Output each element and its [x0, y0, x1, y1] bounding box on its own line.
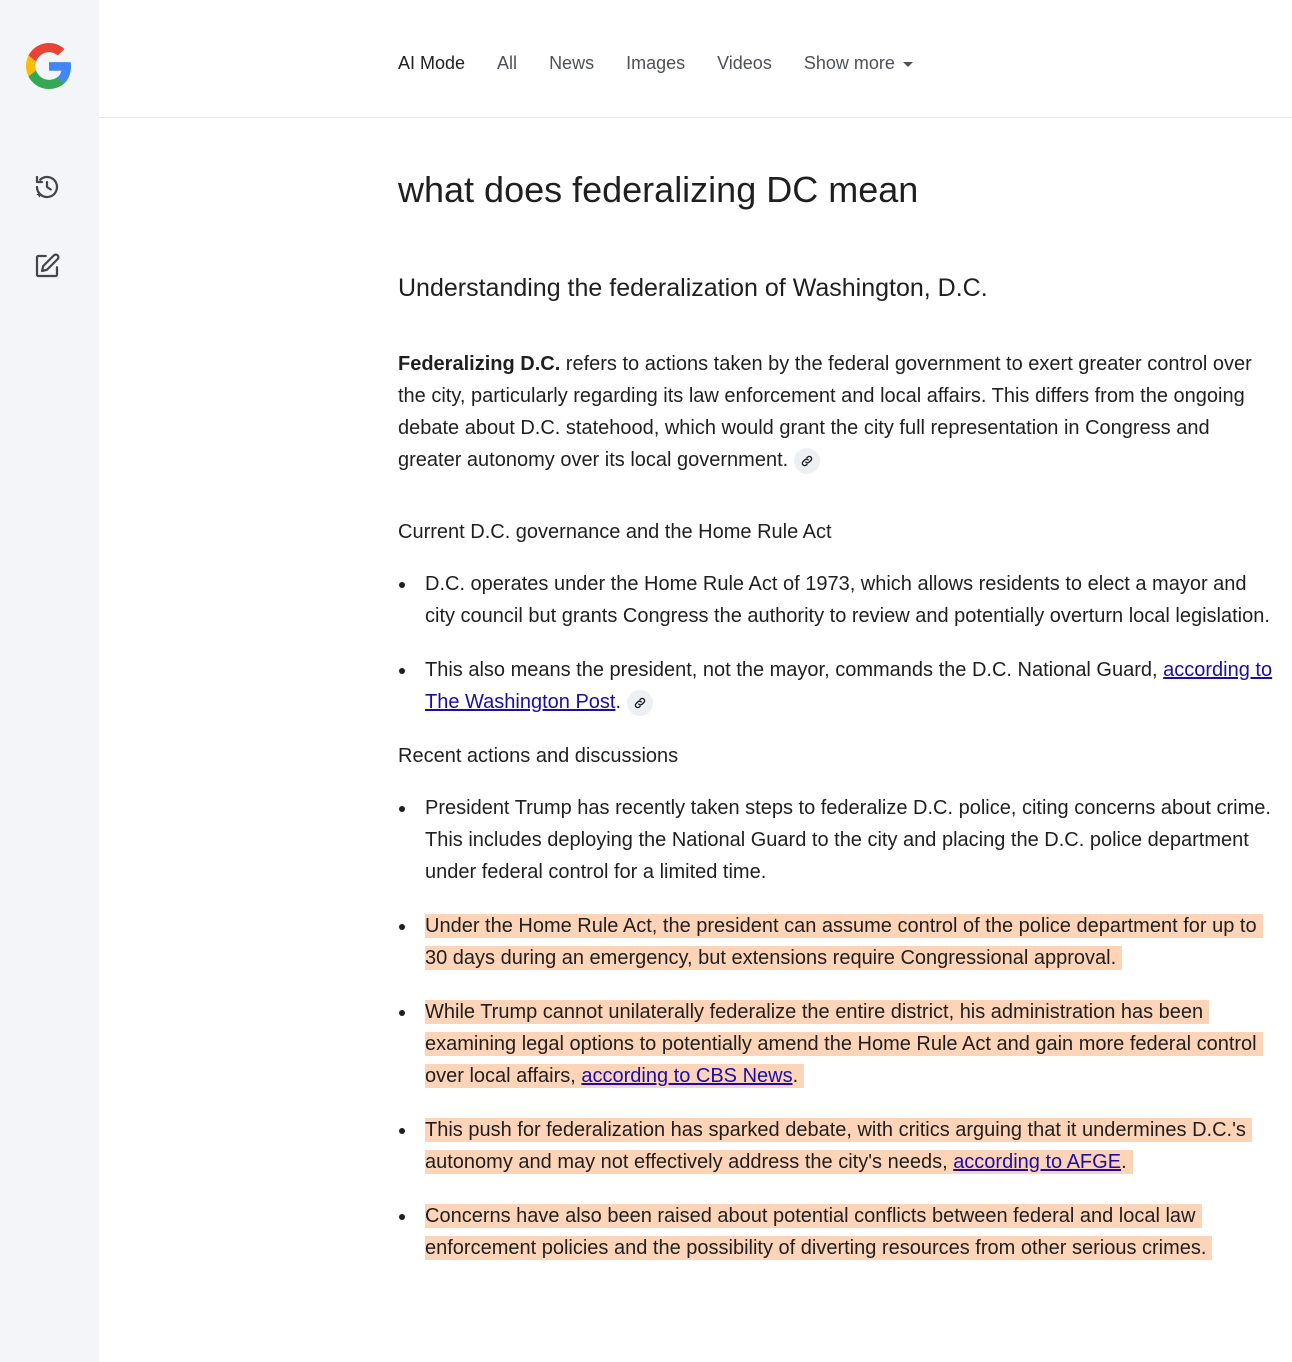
list-item-end: . — [615, 691, 622, 713]
answer-panel — [398, 118, 1278, 1286]
source-link-afge[interactable]: according to AFGE — [953, 1151, 1122, 1173]
list-item — [425, 568, 1278, 632]
highlighted-text: Under the Home Rule Act, the president can assume control of the police department for up to 30 days during an emergency, but extensions require Congressional approval. — [425, 914, 1263, 970]
intro-paragraph — [398, 348, 1278, 476]
source-link-washington-post[interactable]: according to The Washington Post — [425, 659, 1273, 713]
sidebar — [0, 0, 99, 1362]
history-icon[interactable] — [27, 167, 67, 207]
list-item — [425, 910, 1278, 974]
intro-bold: Federalizing D.C. — [398, 353, 561, 375]
highlighted-text: Concerns have also been raised about potential conflicts between federal and local law enforcement policies and the possibility of diverting resources from other serious crimes. — [425, 1204, 1212, 1260]
show-more-button[interactable] — [804, 53, 913, 74]
list-item-text: This push for federalization has sparked debate, with critics arguing that it undermines D.C.'s autonomy and may not effectively address the city's needs, — [425, 1119, 1246, 1173]
recent-list — [398, 792, 1278, 1264]
source-link-cbs-news[interactable]: according to CBS News — [581, 1065, 793, 1087]
tab-images[interactable]: Images — [626, 53, 686, 73]
tab-all[interactable]: All — [497, 53, 518, 73]
section-title-recent: Recent actions and discussions — [398, 745, 679, 767]
list-item-text: President Trump has recently taken steps to federalize D.C. police, citing concerns about crime. This includes deploying the National Guard to the city and placing the D.C. police department under federal control for a limited time. — [425, 797, 1271, 883]
tab-news[interactable]: News — [549, 53, 595, 73]
list-item-end: . — [792, 1065, 799, 1087]
list-item — [425, 996, 1278, 1092]
list-item-text: D.C. operates under the Home Rule Act of 1973, which allows residents to elect a mayor and city council but grants Congress the authority to review and potentially overturn local legislation. — [425, 573, 1270, 627]
bottom-fade — [99, 1282, 1292, 1362]
list-item — [425, 792, 1278, 888]
tab-videos[interactable]: Videos — [717, 53, 772, 73]
link-icon[interactable] — [627, 690, 653, 716]
list-item-text: This also means the president, not the mayor, commands the D.C. National Guard, — [425, 659, 1164, 681]
highlighted-text — [425, 1118, 1252, 1174]
top-nav — [99, 0, 1292, 118]
answer-heading: Understanding the federalization of Washington, D.C. — [398, 274, 988, 302]
list-item-text: While Trump cannot unilaterally federalize the entire district, his administration has been examining legal options to potentially amend the Home Rule Act and gain more federal control over local affairs, — [425, 1001, 1257, 1087]
tab-ai-mode[interactable]: AI Mode — [398, 53, 466, 73]
list-item — [425, 1200, 1278, 1264]
intro-text: refers to actions taken by the federal government to exert greater control over the city, particularly regarding its law enforcement and local affairs. This differs from the ongoing debate about D.C. statehood, which would grant the city full representation in Congress and greater autonomy over its local government. — [398, 353, 1252, 471]
link-icon[interactable] — [794, 448, 820, 474]
highlighted-text — [425, 1000, 1263, 1088]
google-logo[interactable] — [26, 43, 72, 89]
show-more-label: Show more — [803, 53, 895, 73]
new-chat-icon[interactable] — [27, 246, 67, 286]
query-title: what does federalizing DC mean — [398, 169, 919, 210]
governance-list — [398, 568, 1278, 718]
list-item — [425, 1114, 1278, 1178]
caret-down-icon — [903, 62, 913, 67]
list-item — [425, 654, 1278, 718]
section-title-governance: Current D.C. governance and the Home Rule Act — [398, 521, 832, 543]
list-item-end: . — [1121, 1151, 1127, 1173]
search-tabs — [398, 53, 945, 74]
